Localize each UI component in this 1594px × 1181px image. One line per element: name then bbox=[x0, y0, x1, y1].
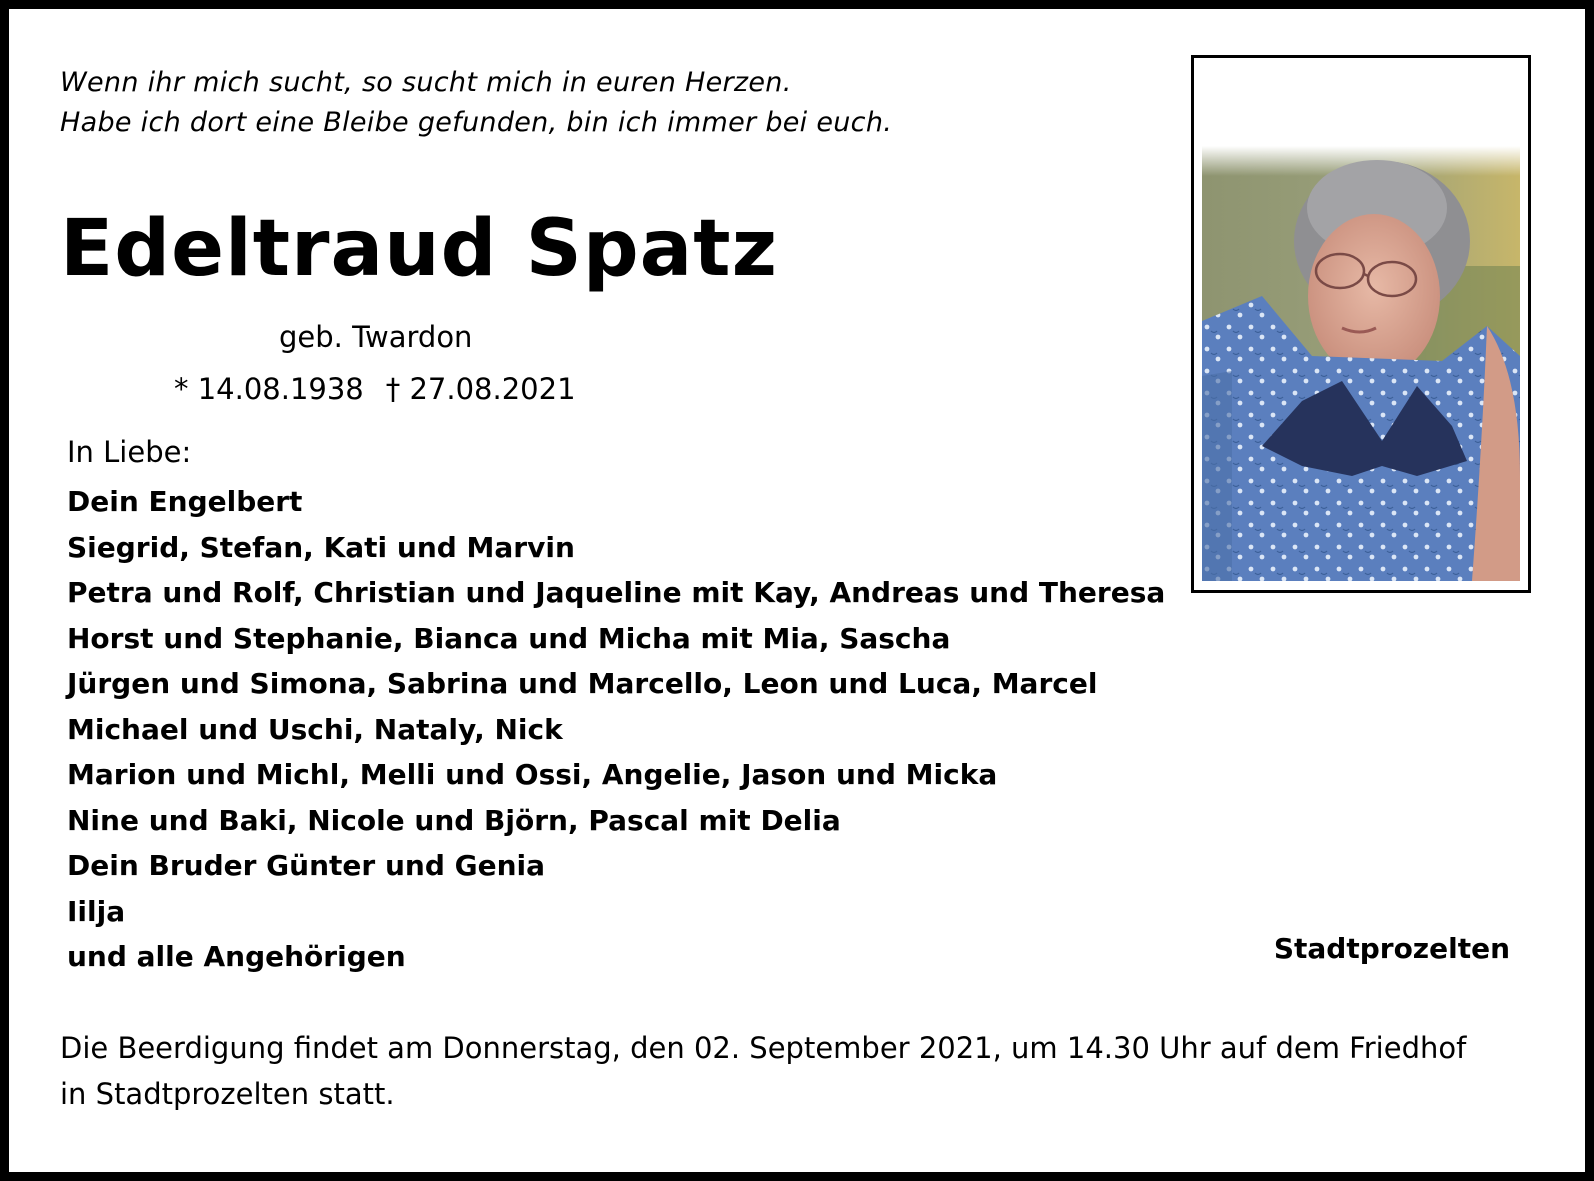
poem-line-1: Wenn ihr mich sucht, so sucht mich in euren Herzen. bbox=[60, 67, 792, 98]
funeral-info bbox=[60, 1025, 1540, 1117]
mourner-line: Marion und Michl, Melli und Ossi, Angelie, Jason und Micka bbox=[67, 758, 998, 791]
poem-line-2: Habe ich dort eine Bleibe gefunden, bin ich immer bei euch. bbox=[60, 107, 893, 138]
place-name: Stadtprozelten bbox=[1273, 932, 1510, 965]
mourner-line: Dein Engelbert bbox=[67, 485, 303, 518]
funeral-line-2: in Stadtprozelten statt. bbox=[60, 1077, 395, 1111]
portrait-frame bbox=[1191, 55, 1531, 593]
mourners-list bbox=[67, 479, 1165, 980]
mourner-line: Jürgen und Simona, Sabrina und Marcello, Leon und Luca, Marcel bbox=[67, 667, 1098, 700]
death-date: † 27.08.2021 bbox=[385, 372, 576, 406]
mourners-intro: In Liebe: bbox=[67, 435, 192, 469]
mourner-line: Nine und Baki, Nicole und Björn, Pascal mit Delia bbox=[67, 803, 841, 837]
mourner-line: Michael und Uschi, Nataly, Nick bbox=[67, 712, 563, 746]
portrait-photo bbox=[1202, 146, 1520, 581]
birth-name: geb. Twardon bbox=[279, 320, 473, 354]
mourner-line: Horst und Stephanie, Bianca und Micha mit Mia, Sascha bbox=[67, 621, 951, 655]
mourner-line: Siegrid, Stefan, Kati und Marvin bbox=[67, 530, 575, 564]
birth-date: * 14.08.1938 bbox=[174, 372, 364, 406]
funeral-line-1: Die Beerdigung findet am Donnerstag, den 02. September 2021, um 14.30 Uhr auf dem Friedhof bbox=[60, 1031, 1467, 1065]
poem bbox=[60, 63, 1140, 143]
mourner-line: Iilja bbox=[67, 894, 126, 928]
mourner-line: Dein Bruder Günter und Genia bbox=[67, 849, 546, 882]
mourner-line: und alle Angehörigen bbox=[67, 940, 406, 973]
life-dates bbox=[174, 369, 576, 409]
portrait-illustration bbox=[1202, 146, 1520, 581]
deceased-name: Edeltraud Spatz bbox=[60, 204, 778, 294]
mourner-line: Petra und Rolf, Christian und Jaqueline mit Kay, Andreas und Theresa bbox=[67, 576, 1166, 609]
